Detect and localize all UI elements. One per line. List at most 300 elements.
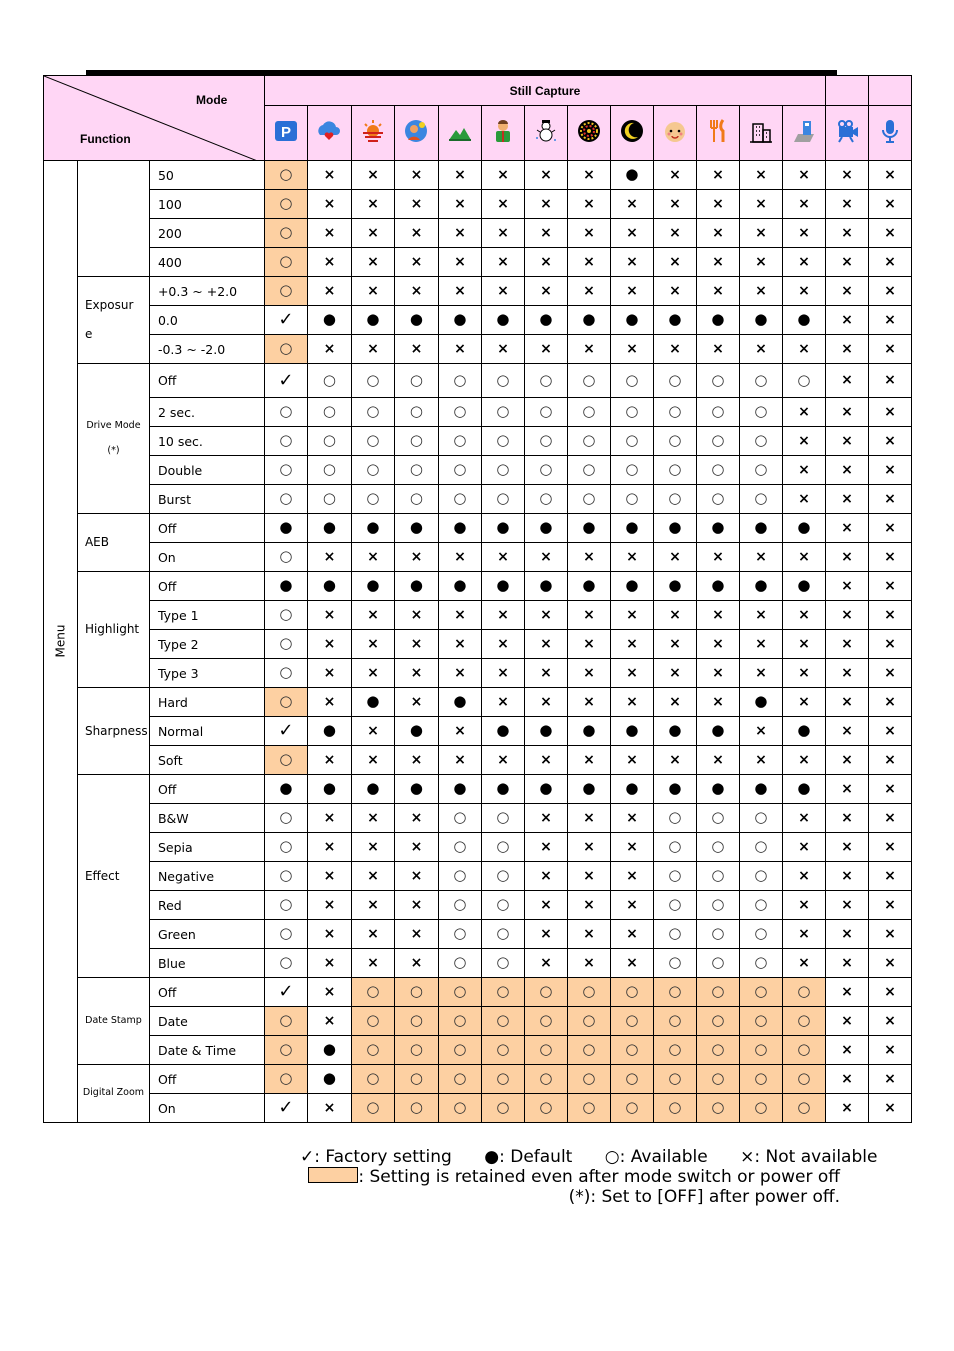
default-mark: ● — [279, 779, 293, 797]
mode-cell — [653, 306, 696, 335]
mode-cell — [307, 949, 351, 978]
night-icon — [619, 118, 645, 144]
mode-cell — [782, 1036, 825, 1065]
mode-cell — [567, 485, 610, 514]
mode-cell — [825, 920, 868, 949]
mode-cell — [481, 978, 524, 1007]
not-available-mark: × — [540, 809, 552, 826]
not-available-mark: × — [884, 954, 896, 971]
mode-cell — [481, 920, 524, 949]
function-option-label: Type 2 — [149, 630, 264, 659]
not-available-mark: × — [367, 195, 379, 212]
available-mark: ○ — [366, 431, 380, 449]
default-mark: ● — [582, 518, 596, 536]
mode-cell — [394, 833, 438, 862]
mode-cell — [653, 862, 696, 891]
mode-cell — [264, 514, 307, 543]
not-available-mark: × — [626, 635, 638, 652]
not-available-mark: × — [884, 195, 896, 212]
mode-cell — [438, 688, 481, 717]
mode-cell — [696, 862, 739, 891]
mode-cell — [351, 630, 394, 659]
not-available-mark: × — [583, 693, 595, 710]
not-available-mark: × — [798, 606, 810, 623]
mode-cell — [739, 427, 782, 456]
not-available-mark: × — [626, 664, 638, 681]
not-available-mark: × — [583, 548, 595, 565]
mode-cell — [264, 804, 307, 833]
not-available-mark: × — [841, 925, 853, 942]
mode-cell — [653, 833, 696, 862]
mode-cell — [868, 572, 911, 601]
mode-cell — [739, 804, 782, 833]
not-available-mark: × — [798, 340, 810, 357]
mode-cell — [696, 601, 739, 630]
mode-cell — [481, 335, 524, 364]
available-mark: ○ — [625, 489, 639, 507]
table-row — [44, 949, 912, 978]
table-row — [44, 219, 912, 248]
mode-cell — [438, 891, 481, 920]
not-available-mark: × — [884, 722, 896, 739]
not-available-mark: × — [626, 340, 638, 357]
mode-cell — [351, 1065, 394, 1094]
mode-cell — [868, 862, 911, 891]
default-mark: ● — [322, 576, 336, 594]
mode-cell — [394, 688, 438, 717]
not-available-mark: × — [884, 224, 896, 241]
not-available-mark: × — [841, 282, 853, 299]
mode-cell — [481, 543, 524, 572]
legend-retained — [308, 1167, 840, 1187]
available-mark: ○ — [754, 402, 768, 420]
mode-cell — [739, 833, 782, 862]
mode-cell — [394, 1007, 438, 1036]
mode-cell — [610, 775, 653, 804]
not-available-mark: × — [798, 925, 810, 942]
mode-cell — [394, 572, 438, 601]
mode-cell — [610, 891, 653, 920]
available-mark: ○ — [279, 1069, 293, 1087]
available-mark: ○ — [496, 431, 510, 449]
not-available-mark: × — [323, 253, 336, 270]
available-mark: ○ — [496, 953, 510, 971]
mode-cell — [438, 572, 481, 601]
default-mark: ● — [797, 721, 811, 739]
mode-cell — [610, 335, 653, 364]
not-available-mark: × — [583, 838, 595, 855]
mode-cell — [438, 306, 481, 335]
not-available-mark: × — [540, 693, 552, 710]
available-mark: ○ — [668, 1098, 682, 1116]
not-available-mark: × — [841, 954, 853, 971]
mode-cell — [610, 804, 653, 833]
mode-cell — [524, 456, 567, 485]
mode-cell — [567, 862, 610, 891]
mode-cell — [739, 601, 782, 630]
not-available-mark: × — [497, 693, 509, 710]
mode-cell — [524, 775, 567, 804]
table-row — [44, 485, 912, 514]
mode-cell — [481, 398, 524, 427]
mode-cell — [653, 630, 696, 659]
available-mark: ○ — [496, 866, 510, 884]
mode-cell — [307, 833, 351, 862]
not-available-mark: × — [841, 311, 853, 328]
mode-cell — [524, 717, 567, 746]
not-available-mark: × — [410, 751, 423, 768]
available-mark: ○ — [711, 808, 725, 826]
mode-cell — [264, 978, 307, 1007]
not-available-mark: × — [454, 722, 466, 739]
voice-icon — [877, 118, 903, 144]
table-row — [44, 804, 912, 833]
not-available-mark: × — [410, 809, 423, 826]
table-row — [44, 248, 912, 277]
available-mark: ○ — [539, 1069, 553, 1087]
available-mark: ○ — [582, 431, 596, 449]
not-available-mark: × — [712, 224, 724, 241]
mode-cell — [394, 427, 438, 456]
available-mark: ○ — [711, 837, 725, 855]
default-mark: ● — [322, 518, 336, 536]
default-mark: ● — [625, 576, 639, 594]
not-available-mark: × — [669, 166, 681, 183]
not-available-mark: × — [755, 664, 767, 681]
available-mark: ○ — [366, 402, 380, 420]
function-option-label: On — [149, 543, 264, 572]
function-option-label: Negative — [149, 862, 264, 891]
available-mark: ○ — [797, 1098, 811, 1116]
mode-cell — [394, 717, 438, 746]
mode-column-header — [696, 106, 739, 161]
mode-cell — [696, 1065, 739, 1094]
available-mark: ○ — [539, 431, 553, 449]
available-mark: ○ — [279, 1040, 293, 1058]
mode-cell — [868, 891, 911, 920]
mode-cell — [567, 775, 610, 804]
available-mark: ○ — [797, 1069, 811, 1087]
mode-cell — [653, 1065, 696, 1094]
mode-cell — [825, 306, 868, 335]
mode-cell — [868, 1036, 911, 1065]
mode-cell — [481, 219, 524, 248]
function-option-label: 10 sec. — [149, 427, 264, 456]
mode-cell — [438, 514, 481, 543]
not-available-mark: × — [367, 954, 379, 971]
mode-cell — [307, 978, 351, 1007]
default-mark: ● — [668, 721, 682, 739]
available-mark: ○ — [582, 489, 596, 507]
function-option-label: 0.0 — [149, 306, 264, 335]
available-mark: ○ — [582, 402, 596, 420]
mode-cell — [653, 775, 696, 804]
available-mark: ○ — [711, 895, 725, 913]
mode-cell — [307, 364, 351, 398]
not-available-mark: × — [583, 867, 595, 884]
default-mark: ● — [797, 576, 811, 594]
mode-cell — [524, 248, 567, 277]
mode-cell — [653, 1007, 696, 1036]
default-mark: ● — [711, 576, 725, 594]
mode-cell — [739, 248, 782, 277]
header-diagonal — [44, 76, 260, 161]
mode-cell — [438, 601, 481, 630]
default-mark: ● — [668, 518, 682, 536]
not-available-mark: × — [454, 340, 466, 357]
table-row — [44, 978, 912, 1007]
not-available-mark: × — [798, 282, 810, 299]
mode-cell — [351, 659, 394, 688]
mode-cell — [481, 630, 524, 659]
not-available-mark: × — [410, 606, 423, 623]
mode-cell — [524, 335, 567, 364]
mode-cell — [825, 364, 868, 398]
mode-cell — [782, 920, 825, 949]
not-available-mark: × — [454, 635, 466, 652]
available-mark: ○ — [754, 982, 768, 1000]
mode-cell — [696, 248, 739, 277]
mode-cell — [868, 514, 911, 543]
not-available-mark: × — [798, 403, 810, 420]
mode-cell — [351, 190, 394, 219]
available-mark: ○ — [668, 460, 682, 478]
mode-column-header — [653, 106, 696, 161]
mode-cell — [825, 1065, 868, 1094]
default-mark: ● — [582, 310, 596, 328]
table-row — [44, 601, 912, 630]
mode-cell — [264, 1036, 307, 1065]
mode-cell — [825, 775, 868, 804]
not-available-mark: × — [884, 311, 896, 328]
not-available-mark: × — [712, 751, 724, 768]
mode-cell — [868, 601, 911, 630]
not-available-mark: × — [841, 577, 853, 594]
mode-cell — [307, 456, 351, 485]
legend-factory: ✓: Factory setting — [300, 1147, 452, 1167]
mode-cell — [481, 190, 524, 219]
mode-cell — [696, 775, 739, 804]
not-available-mark: × — [712, 195, 724, 212]
legend-symbols — [300, 1147, 877, 1167]
mode-cell — [307, 485, 351, 514]
mode-cell — [868, 277, 911, 306]
default-mark: ● — [582, 576, 596, 594]
mode-cell — [868, 248, 911, 277]
available-mark: ○ — [279, 489, 293, 507]
mode-cell — [438, 364, 481, 398]
available-mark: ○ — [754, 1098, 768, 1116]
mode-cell — [307, 277, 351, 306]
portrait-icon — [403, 118, 429, 144]
not-available-mark: × — [841, 838, 853, 855]
default-mark: ● — [496, 721, 510, 739]
not-available-mark: × — [712, 664, 724, 681]
mode-cell — [782, 161, 825, 190]
available-mark: ○ — [754, 1011, 768, 1029]
mode-cell — [438, 978, 481, 1007]
table-row — [44, 335, 912, 364]
mode-cell — [524, 601, 567, 630]
table-row — [44, 398, 912, 427]
mode-cell — [782, 572, 825, 601]
mode-cell — [782, 804, 825, 833]
mode-cell — [696, 949, 739, 978]
mode-cell — [524, 485, 567, 514]
mode-cell — [307, 190, 351, 219]
available-mark: ○ — [754, 895, 768, 913]
available-mark: ○ — [496, 460, 510, 478]
default-mark: ● — [453, 576, 467, 594]
mode-cell — [351, 1094, 394, 1123]
mode-cell — [481, 659, 524, 688]
available-mark: ○ — [453, 808, 467, 826]
mode-cell — [825, 277, 868, 306]
mode-cell — [782, 1065, 825, 1094]
mode-cell — [438, 427, 481, 456]
mode-cell — [394, 601, 438, 630]
table-row — [44, 1065, 912, 1094]
mode-cell — [481, 248, 524, 277]
mode-column-header — [264, 106, 307, 161]
not-available-mark: × — [884, 519, 896, 536]
available-mark: ○ — [711, 953, 725, 971]
mode-cell — [782, 543, 825, 572]
mode-cell — [610, 688, 653, 717]
mode-cell — [739, 219, 782, 248]
table-row — [44, 920, 912, 949]
function-option-label: Type 3 — [149, 659, 264, 688]
not-available-mark: × — [626, 838, 638, 855]
available-mark: ○ — [409, 431, 423, 449]
not-available-mark: × — [841, 1041, 853, 1058]
available-mark: ○ — [582, 1040, 596, 1058]
not-available-mark: × — [884, 983, 896, 1000]
mode-cell — [307, 219, 351, 248]
available-mark: ○ — [366, 1011, 380, 1029]
mode-cell — [351, 601, 394, 630]
not-available-mark: × — [454, 751, 466, 768]
mode-cell — [567, 427, 610, 456]
mode-cell — [264, 306, 307, 335]
mode-cell — [351, 1036, 394, 1065]
mode-cell — [307, 920, 351, 949]
mode-cell — [524, 1065, 567, 1094]
mode-cell — [610, 978, 653, 1007]
mode-column-header — [739, 106, 782, 161]
mode-cell — [264, 1094, 307, 1123]
mode-cell — [481, 949, 524, 978]
mode-cell — [481, 862, 524, 891]
available-mark: ○ — [711, 1011, 725, 1029]
mode-cell — [868, 335, 911, 364]
not-available-mark: × — [367, 635, 379, 652]
mode-cell — [524, 1036, 567, 1065]
available-mark: ○ — [711, 431, 725, 449]
not-available-mark: × — [540, 867, 552, 884]
function-option-label: Off — [149, 364, 264, 398]
available-mark: ○ — [453, 1040, 467, 1058]
mode-cell — [739, 630, 782, 659]
function-group-label: Date Stamp — [77, 978, 149, 1065]
mode-cell — [739, 775, 782, 804]
mode-cell — [351, 920, 394, 949]
available-mark: ○ — [625, 370, 639, 389]
not-available-mark: × — [712, 166, 724, 183]
mode-cell — [696, 1094, 739, 1123]
mode-cell — [307, 746, 351, 775]
available-mark: ○ — [711, 924, 725, 942]
not-available-mark: × — [540, 751, 552, 768]
not-available-mark: × — [884, 340, 896, 357]
mode-cell — [307, 1065, 351, 1094]
mode-cell — [438, 1094, 481, 1123]
mode-column-header — [782, 106, 825, 161]
mode-cell — [567, 335, 610, 364]
not-available-mark: × — [626, 195, 638, 212]
mode-cell — [481, 601, 524, 630]
default-mark: ● — [582, 779, 596, 797]
mode-cell — [653, 978, 696, 1007]
function-option-label: Red — [149, 891, 264, 920]
available-mark: ○ — [279, 194, 293, 212]
default-mark: ● — [625, 165, 639, 183]
not-available-mark: × — [669, 548, 681, 565]
available-mark: ○ — [279, 837, 293, 855]
available-mark: ○ — [453, 837, 467, 855]
mode-cell — [739, 485, 782, 514]
mode-cell — [739, 891, 782, 920]
default-mark: ● — [322, 310, 336, 328]
function-option-label: Normal — [149, 717, 264, 746]
not-available-mark: × — [497, 548, 509, 565]
mode-cell — [307, 1036, 351, 1065]
available-mark: ○ — [711, 489, 725, 507]
not-available-mark: × — [884, 282, 896, 299]
mode-cell — [739, 978, 782, 1007]
mode-cell — [868, 978, 911, 1007]
menu-label: Menu — [53, 624, 68, 658]
default-mark: ● — [453, 779, 467, 797]
mode-cell — [782, 1007, 825, 1036]
mode-cell — [307, 306, 351, 335]
mode-cell — [351, 306, 394, 335]
available-mark: ○ — [797, 1040, 811, 1058]
mode-cell — [351, 978, 394, 1007]
mode-cell — [264, 190, 307, 219]
available-mark: ○ — [279, 750, 293, 768]
mode-cell — [782, 688, 825, 717]
default-mark: ● — [409, 576, 423, 594]
not-available-mark: × — [454, 664, 466, 681]
mode-cell — [739, 398, 782, 427]
available-mark: ○ — [409, 1011, 423, 1029]
mode-cell — [696, 190, 739, 219]
mode-label: Mode — [196, 93, 228, 107]
mode-cell — [307, 659, 351, 688]
mode-cell — [696, 364, 739, 398]
not-available-mark: × — [884, 372, 896, 388]
mode-cell — [653, 804, 696, 833]
mode-cell — [825, 485, 868, 514]
not-available-mark: × — [755, 606, 767, 623]
mode-cell — [653, 543, 696, 572]
mode-cell — [351, 804, 394, 833]
mode-cell — [567, 949, 610, 978]
retained-swatch — [308, 1167, 358, 1183]
mode-cell — [696, 306, 739, 335]
mode-cell — [825, 572, 868, 601]
